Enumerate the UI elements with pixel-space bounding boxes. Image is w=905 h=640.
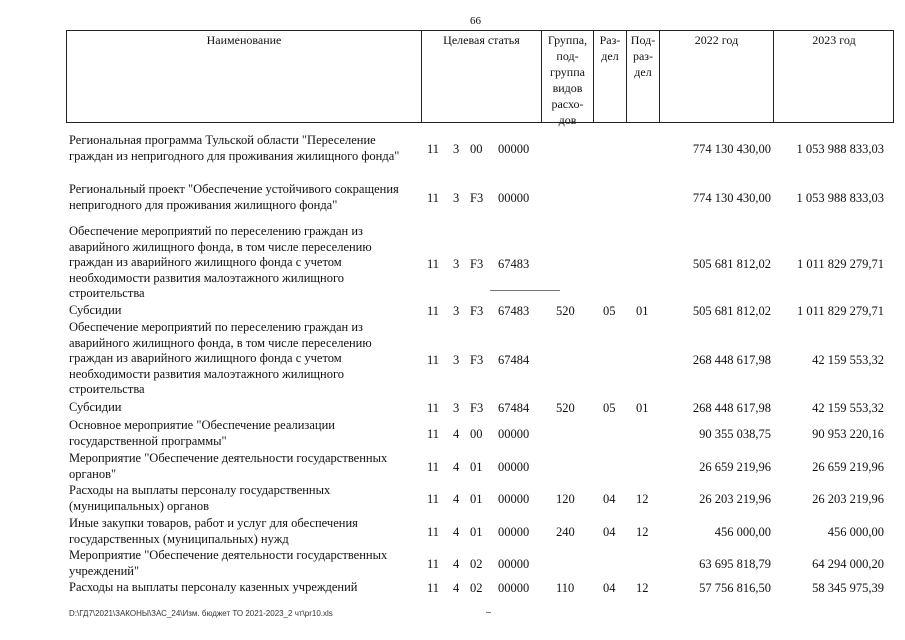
target-code-part1: 11 — [427, 557, 440, 571]
row-name: Мероприятие "Обеспечение деятельности государственных органов" — [69, 451, 388, 481]
target-code-part4: 00000 — [498, 557, 530, 571]
target-code-part4: 00000 — [498, 492, 530, 506]
subsection-code: 01 — [636, 401, 649, 415]
target-code-part1: 11 — [427, 257, 440, 271]
target-code-part4: 00000 — [498, 191, 530, 205]
expense-group: 110 — [556, 581, 575, 595]
target-code-part2: 4 — [453, 581, 460, 595]
header-year-2022: 2022 год — [659, 31, 773, 122]
subsection-code: 12 — [636, 581, 649, 595]
amount-2023: 26 659 219,96 — [812, 460, 884, 474]
target-code-part2: 3 — [453, 353, 460, 367]
target-code-part2: 4 — [453, 427, 460, 441]
header-group: Группа, под- группа видов расхо- дов — [541, 31, 593, 122]
amount-2022: 63 695 818,79 — [699, 557, 771, 571]
page-number: 66 — [470, 15, 481, 27]
section-code: 05 — [603, 401, 616, 415]
target-code-part2: 4 — [453, 460, 460, 474]
target-code-part4: 67484 — [498, 401, 530, 415]
scan-artifact — [490, 290, 560, 291]
target-code-part4: 67483 — [498, 257, 530, 271]
target-code-part3: 00 — [470, 142, 483, 156]
target-code-part2: 4 — [453, 492, 460, 506]
header-section: Раз- дел — [593, 31, 626, 122]
header-subsection: Под- раз- дел — [626, 31, 659, 122]
target-code-part3: 02 — [470, 557, 483, 571]
amount-2022: 26 203 219,96 — [699, 492, 771, 506]
amount-2022: 90 355 038,75 — [699, 427, 771, 441]
target-code-part1: 11 — [427, 304, 440, 318]
target-code-part3: 02 — [470, 581, 483, 595]
target-code-part2: 3 — [453, 191, 460, 205]
target-code-part1: 11 — [427, 401, 440, 415]
row-name: Мероприятие "Обеспечение деятельности государственных учреждений" — [69, 548, 388, 578]
section-code: 04 — [603, 492, 616, 506]
target-code-part1: 11 — [427, 191, 440, 205]
header-target: Целевая статья — [421, 31, 541, 122]
target-code-part4: 67483 — [498, 304, 530, 318]
amount-2023: 1 011 829 279,71 — [796, 304, 884, 318]
amount-2022: 505 681 812,02 — [692, 304, 771, 318]
expense-group: 520 — [556, 401, 575, 415]
amount-2022: 456 000,00 — [714, 525, 771, 539]
header-year-2023: 2023 год — [773, 31, 894, 122]
section-code: 05 — [603, 304, 616, 318]
scan-artifact — [486, 612, 491, 613]
target-code-part3: F3 — [470, 401, 484, 415]
target-code-part2: 4 — [453, 525, 460, 539]
target-code-part2: 4 — [453, 557, 460, 571]
amount-2023: 42 159 553,32 — [812, 353, 884, 367]
target-code-part3: 01 — [470, 460, 483, 474]
row-name: Региональный проект "Обеспечение устойчивого сокращения непригодного для проживания жилищного фонда" — [69, 182, 399, 212]
section-code: 04 — [603, 525, 616, 539]
target-code-part1: 11 — [427, 142, 440, 156]
expense-group: 520 — [556, 304, 575, 318]
amount-2023: 26 203 219,96 — [812, 492, 884, 506]
amount-2022: 774 130 430,00 — [692, 191, 771, 205]
subsection-code: 12 — [636, 525, 649, 539]
target-code-part4: 00000 — [498, 525, 530, 539]
target-code-part4: 00000 — [498, 427, 530, 441]
amount-2022: 57 756 816,50 — [699, 581, 771, 595]
amount-2023: 1 011 829 279,71 — [796, 257, 884, 271]
amount-2023: 42 159 553,32 — [812, 401, 884, 415]
row-name: Основное мероприятие "Обеспечение реализации государственной программы" — [69, 418, 335, 448]
target-code-part2: 3 — [453, 401, 460, 415]
target-code-part3: F3 — [470, 304, 484, 318]
amount-2022: 505 681 812,02 — [692, 257, 771, 271]
target-code-part1: 11 — [427, 525, 440, 539]
row-name: Субсидии — [69, 303, 122, 317]
amount-2022: 26 659 219,96 — [699, 460, 771, 474]
amount-2023: 90 953 220,16 — [812, 427, 884, 441]
target-code-part1: 11 — [427, 581, 440, 595]
target-code-part4: 67484 — [498, 353, 530, 367]
target-code-part2: 3 — [453, 257, 460, 271]
amount-2023: 1 053 988 833,03 — [796, 191, 884, 205]
header-name: Наименование — [206, 33, 282, 47]
amount-2023: 58 345 975,39 — [812, 581, 884, 595]
target-code-part1: 11 — [427, 460, 440, 474]
target-code-part3: 01 — [470, 492, 483, 506]
amount-2022: 268 448 617,98 — [692, 353, 771, 367]
row-name: Обеспечение мероприятий по переселению граждан из аварийного жилищного фонда, в том числе переселению граждан из аварийного жилищного фонда с учетом необходимости развития малоэтажного жилищного строительства — [69, 320, 372, 396]
expense-group: 120 — [556, 492, 575, 506]
row-name: Региональная программа Тульской области "Переселение граждан из непригодного для проживания жилищного фонда" — [69, 133, 400, 163]
expense-group: 240 — [556, 525, 575, 539]
amount-2022: 774 130 430,00 — [692, 142, 771, 156]
subsection-code: 12 — [636, 492, 649, 506]
target-code-part3: F3 — [470, 257, 484, 271]
target-code-part2: 3 — [453, 304, 460, 318]
amount-2023: 456 000,00 — [827, 525, 884, 539]
row-name: Расходы на выплаты персоналу казенных учреждений — [69, 580, 358, 594]
target-code-part1: 11 — [427, 492, 440, 506]
subsection-code: 01 — [636, 304, 649, 318]
target-code-part3: F3 — [470, 191, 484, 205]
target-code-part4: 00000 — [498, 460, 530, 474]
target-code-part3: 00 — [470, 427, 483, 441]
table-header — [66, 30, 894, 127]
target-code-part2: 3 — [453, 142, 460, 156]
row-name: Иные закупки товаров, работ и услуг для обеспечения государственных (муниципальных) нужд — [69, 516, 358, 546]
row-name: Обеспечение мероприятий по переселению граждан из аварийного жилищного фонда, в том числе переселению граждан из аварийного жилищного фонда с учетом необходимости развития малоэтажного жилищного строительства — [69, 224, 372, 300]
amount-2023: 1 053 988 833,03 — [796, 142, 884, 156]
amount-2022: 268 448 617,98 — [692, 401, 771, 415]
target-code-part4: 00000 — [498, 142, 530, 156]
target-code-part1: 11 — [427, 427, 440, 441]
target-code-part4: 00000 — [498, 581, 530, 595]
row-name: Расходы на выплаты персоналу государственных (муниципальных) органов — [69, 483, 331, 513]
section-code: 04 — [603, 581, 616, 595]
target-code-part1: 11 — [427, 353, 440, 367]
amount-2023: 64 294 000,20 — [812, 557, 884, 571]
row-name: Субсидии — [69, 400, 122, 414]
file-path-footer: D:\ГД7\2021\ЗАКОНЫ\ЗАС_24\Изм. бюджет ТО 2021-2023_2 чт\pr10.xls — [69, 609, 333, 618]
target-code-part3: 01 — [470, 525, 483, 539]
target-code-part3: F3 — [470, 353, 484, 367]
